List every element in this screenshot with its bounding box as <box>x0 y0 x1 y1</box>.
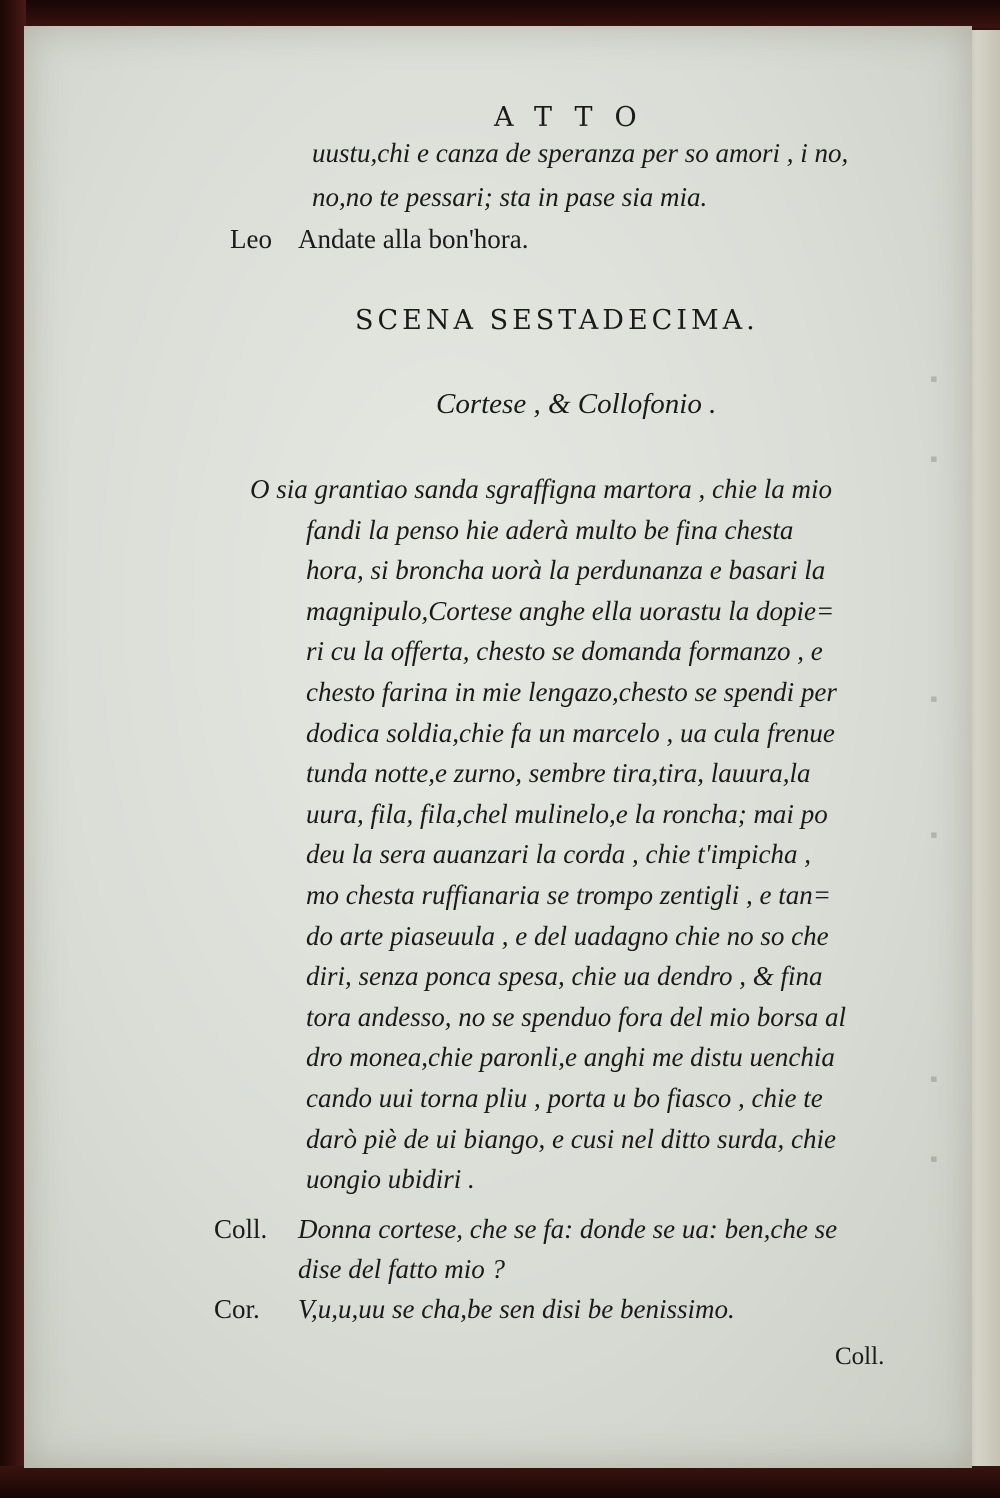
book-edge-left <box>0 0 26 1498</box>
scene-title: SCENA SESTADECIMA. <box>355 305 759 336</box>
page-header: ATTO <box>494 102 659 133</box>
speech-line: tora andesso, no se spenduo fora del mio borsa al <box>306 1002 846 1032</box>
speech-line: magnipulo,Cortese anghe ella uorastu la dopie= <box>306 596 835 626</box>
speaker-label: Coll. <box>214 1214 268 1244</box>
catchword: Coll. <box>835 1343 885 1370</box>
speech-line: uongio ubidiri . <box>306 1164 475 1194</box>
show-through-mark: ▪ <box>930 822 938 847</box>
speech-line: fandi la penso hie aderà multo be fina chesta <box>306 515 794 545</box>
book-edge-bottom <box>0 1466 1000 1498</box>
scene-characters: Cortese , & Collofonio . <box>436 388 717 420</box>
text-line: dise del fatto mio ? <box>298 1254 505 1284</box>
show-through-mark: ▪ <box>930 1146 938 1171</box>
speech-line: dodica soldia,chie fa un marcelo , ua cula frenue <box>306 718 835 748</box>
speaker-label: Leo <box>230 224 272 254</box>
speech-line: cando uui torna pliu , porta u bo fiasco , chie te <box>306 1083 823 1113</box>
show-through-mark: ▪ <box>930 446 938 471</box>
speech-line: diri, senza ponca spesa, chie ua dendro , & fina <box>306 961 823 991</box>
text-line: no,no te pessari; sta in pase sia mia. <box>312 182 708 212</box>
text-line: V,u,u,uu se cha,be sen disi be benissimo. <box>298 1294 735 1324</box>
book-edge-top <box>0 0 1000 28</box>
show-through-mark: ▪ <box>930 686 938 711</box>
text-line: Donna cortese, che se fa: donde se ua: ben,che se <box>298 1214 838 1244</box>
text-line: Andate alla bon'hora. <box>298 224 529 254</box>
speech-line: ri cu la offerta, chesto se domanda formanzo , e <box>306 636 823 666</box>
speech-line: hora, si broncha uorà la perdunanza e basari la <box>306 555 826 585</box>
speaker-label: Cor. <box>214 1294 260 1324</box>
speech-line: deu la sera auanzari la corda , chie t'impicha , <box>306 839 811 869</box>
text-line: uustu,chi e canza de speranza per so amori , i no, <box>312 138 849 168</box>
show-through-mark: ▪ <box>930 366 938 391</box>
speech-line: chesto farina in mie lengazo,chesto se spendi per <box>306 677 837 707</box>
speech-line: O sia grantiao sanda sgraffigna martora , chie la mio <box>250 474 833 504</box>
speech-line: uura, fila, fila,chel mulinelo,e la roncha; mai po <box>306 799 828 829</box>
show-through-mark: ▪ <box>930 1066 938 1091</box>
speech-line: dro monea,chie paronli,e anghi me distu uenchia <box>306 1042 835 1072</box>
speech-line: mo chesta ruffianaria se trompo zentigli , e tan= <box>306 880 831 910</box>
speech-line: tunda notte,e zurno, sembre tira,tira, lauura,la <box>306 758 811 788</box>
speech-line: darò piè de ui biango, e cusi nel ditto surda, chie <box>306 1124 836 1154</box>
speech-line: do arte piaseuula , e del uadagno chie no so che <box>306 921 829 951</box>
